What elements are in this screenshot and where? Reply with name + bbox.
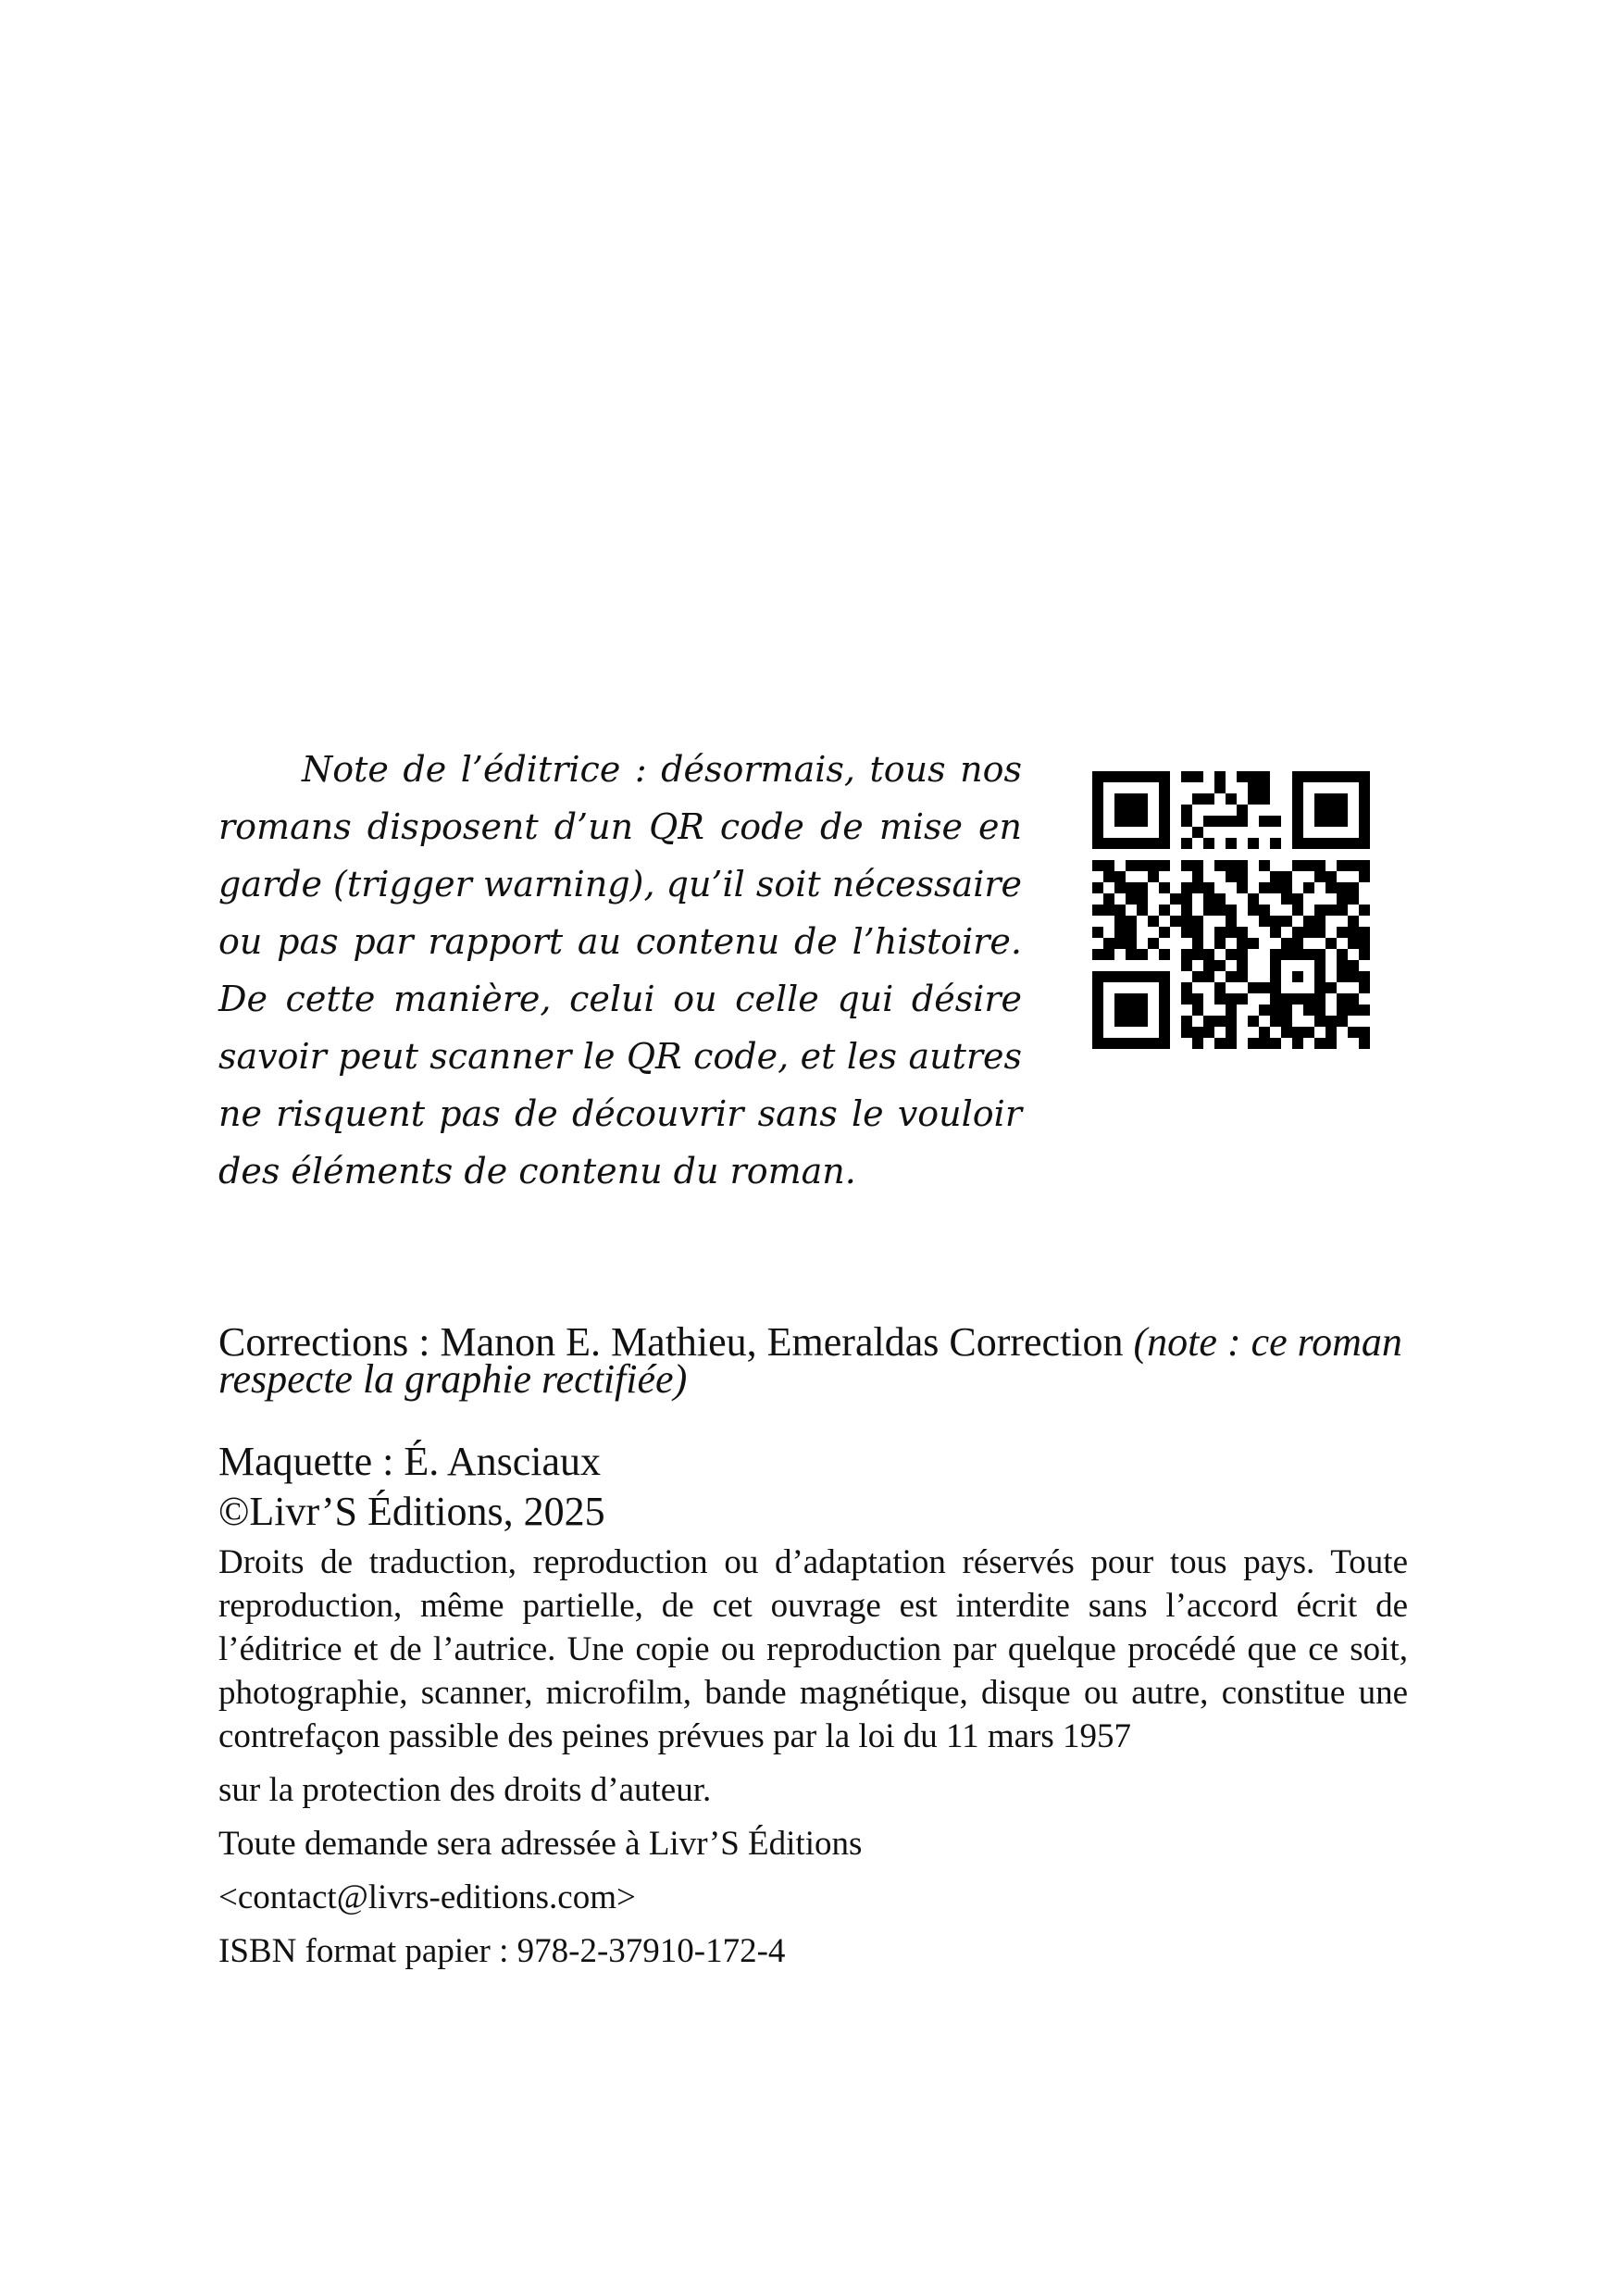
credits-block xyxy=(218,1319,1408,1973)
protection-line: sur la protection des droits d’auteur. xyxy=(218,1771,712,1809)
demand-line: Toute demande sera adressée à Livr’S Éditions xyxy=(218,1825,863,1863)
rights-paragraph: Droits de traduction, reproduction ou d’adaptation réservés pour tous pays. Toute reproduction, même partielle, de cet ouvrage est interdite sans l’accord écrit de l’éditrice et de l’autrice. Une copie ou reproduction par quelque procédé que ce soit, photographie, scanner, microfilm, bande magnétique, disque ou autre, constitue une contrefaçon passible des peines prévues par la loi du 11 mars 1957 xyxy=(218,1543,1408,1755)
corrections-note: (note : ce roman respecte la graphie rectifiée) xyxy=(218,1319,1402,1402)
qr-code-icon[interactable] xyxy=(1092,771,1370,1049)
corrections-line xyxy=(218,1319,1408,1402)
copyright-line: ©Livr’S Éditions, 2025 xyxy=(218,1489,605,1534)
maquette-line: Maquette : É. Ansciaux xyxy=(218,1439,602,1484)
isbn-line: ISBN format papier : 978-2-37910-172-4 xyxy=(218,1932,786,1970)
contact-email[interactable]: <contact@livrs-editions.com> xyxy=(218,1878,636,1916)
corrections-value: Manon E. Mathieu, Emeraldas Correction xyxy=(440,1319,1134,1365)
corrections-label: Corrections : xyxy=(218,1319,441,1365)
editor-note: Note de l’éditrice : désormais, tous nos romans disposent d’un QR code de mise en garde (trigger warning), qu’il soit nécessaire ou pas par rapport au contenu de l’histoire. De cette manière, celui ou celle qui désire savoir peut scanner le QR code, et les autres ne risquent pas de découvrir sans le vouloir des éléments de contenu du roman. xyxy=(218,749,1022,1192)
